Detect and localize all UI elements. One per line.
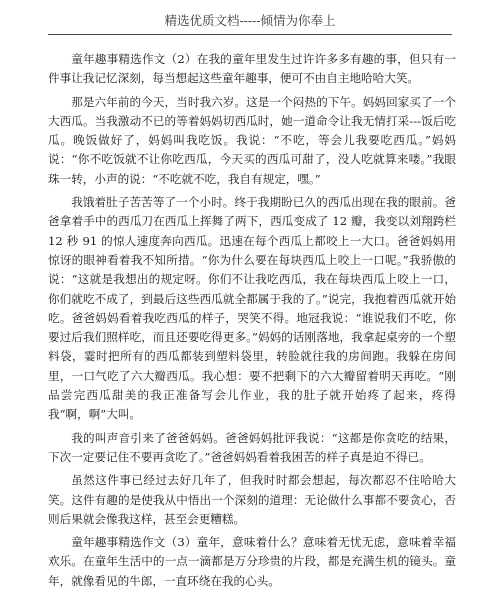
paragraph-2: 那是六年前的今天，当时我六岁。这是一个闷热的下午。妈妈回家买了一个大西瓜。当我激动不已的等着妈妈切西瓜时，她一道命令让我无情打采---饭后吃瓜。晚饭做好了，妈妈叫我吃饭。我说：“不吃，等会儿我要吃西瓜。”妈妈说：“你不吃饭就不让你吃西瓜，今天买的西瓜可甜了，没人吃就算来喽。”我眼珠一转，小声的说：“不吃就不吃，我自有规定，嘿。” bbox=[48, 94, 456, 186]
page-header: 精选优质文档-----倾情为你奉上 bbox=[48, 8, 452, 35]
paragraph-4: 我的叫声音引来了爸爸妈妈。爸爸妈妈批评我说：“这都是你贪吃的结果，下次一定要记住不要再贪吃了。”爸爸妈妈看着我困苦的样子真是迫不得已。 bbox=[48, 430, 456, 464]
paragraph-1: 童年趣事精选作文（2）在我的童年里发生过许许多多有趣的事，但只有一件事让我记忆深刻，每当想起这些童年趣事，便可不由自主地哈哈大笑。 bbox=[48, 52, 456, 86]
paragraph-3: 我饿着肚子苦苦等了一个小时。终于我期盼已久的西瓜出现在我的眼前。爸爸拿着手中的西瓜刀在西瓜上挥舞了两下，西瓜变成了 12 瓣，我变以刘翔跨栏 12 秒 91 的惊人速度奔向西瓜。迅速在每个西瓜上都咬上一大口。爸爸妈妈用惊讶的眼神看着我不知所措。“你为什么要在每块西瓜上咬上一口呢。”我骄傲的说：“这就是我想出的规定呀。你们不让我吃西瓜，我在每块西瓜上咬上一口，你们就吃不成了，到最后这些西瓜就全都属于我的了。”说完，我抱着西瓜就开始吃。爸爸妈妈看着我吃西瓜的样子，哭笑不得。地冠我说：“谁说我们不吃，你要过后我们照样吃，而且还要吃得更多。”妈妈的话刚落地，我拿起桌旁的一个塑料袋，霎时把所有的西瓜都装到塑料袋里，转脸就往我的房间跑。我躲在房间里，一口气吃了六大瓣西瓜。我心想：要不把剩下的六大瓣留着明天再吃。“刚品尝完西瓜甜美的我正准备写会儿作业，我的肚子就开始疼了起来，疼得我“啊，啊”大叫。 bbox=[48, 195, 456, 422]
document-body bbox=[48, 50, 456, 595]
paragraph-5: 虽然这件事已经过去好几年了，但我时时都会想起，每次都忍不住哈哈大笑。这件有趣的是使我从中悟出一个深刻的道理：无论做什么事都不要贪心，否则后果就会像我这样，甚至会更糟糕。 bbox=[48, 473, 456, 526]
paragraph-6: 童年趣事精选作文（3）童年，意味着什么？意味着无忧无虑，意味着幸福欢乐。在童年生活中的一点一滴都是万分珍贵的片段，都是充满生机的镜头。童年，就像看见的牛郎，一直环绕在我的心头。 bbox=[48, 535, 456, 588]
